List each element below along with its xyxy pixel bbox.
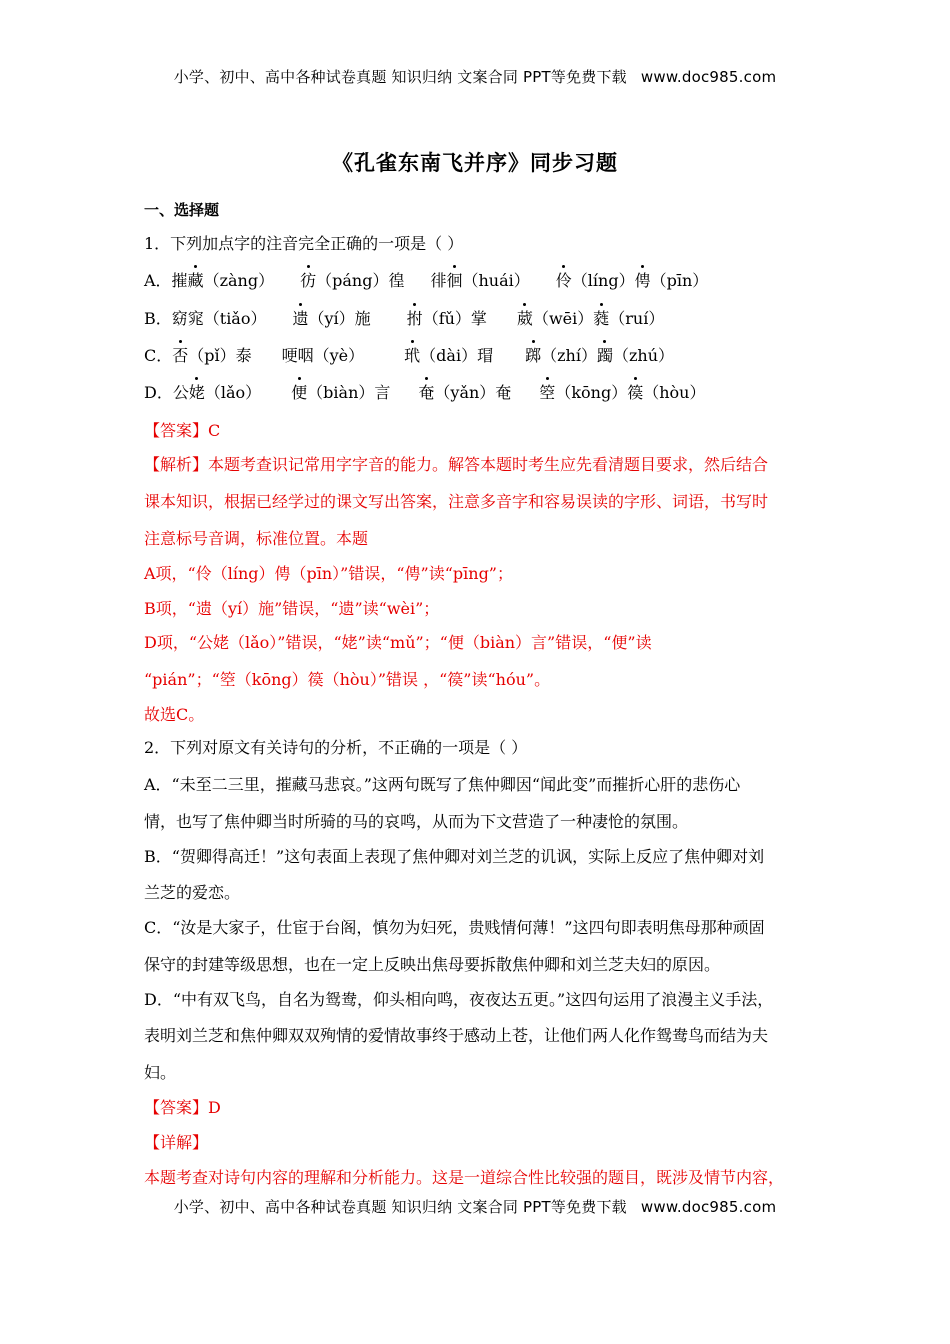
question-1-analysis-line: 故选C。 [144, 705, 205, 724]
question-2-line: B．“贺卿得高迁！”这句表面上表现了焦仲卿对刘兰芝的讥讽，实际上反应了焦仲卿对刘 [144, 847, 765, 866]
page-footer [0, 1196, 950, 1217]
dotted-char: 躅 [596, 346, 613, 365]
question-1-option-d: D．公姥（lǎo） 便（biàn）言 奄（yǎn）奄 箜（kōng）篌（hòu） [144, 383, 706, 402]
question-2-line: D．“中有双飞鸟，自名为鸳鸯，仰头相向鸣，夜夜达五更。”这四句运用了浪漫主义手法， [144, 990, 774, 1009]
question-1-option-a: A．摧藏（zàng） 彷（páng）徨 徘徊（huái） 伶（líng）俜（pīn） [144, 271, 709, 290]
dotted-char: 玳 [404, 346, 421, 365]
question-2-detail-line: 本题考查对诗句内容的理解和分析能力。这是一道综合性比较强的题目，既涉及情节内容， [144, 1168, 785, 1187]
question-2-line: 保守的封建等级思想，也在一定上反映出焦母要拆散焦仲卿和刘兰芝夫妇的原因。 [144, 955, 721, 974]
dotted-char: 蕤 [593, 309, 610, 328]
dotted-char: 拊 [406, 309, 423, 328]
question-1-analysis-line: 【解析】本题考查识记常用字字音的能力。解答本题时考生应先看清题目要求，然后结合 [144, 455, 769, 474]
question-1-analysis-line: D项，“公姥（lǎo）”错误，“姥”读“mǔ”；“便（biàn）言”错误，“便”读 [144, 633, 652, 652]
question-2-line: 表明刘兰芝和焦仲卿双双殉情的爱情故事终于感动上苍，让他们两人化作鸳鸯鸟而结为夫 [144, 1026, 769, 1045]
header-text: 小学、初中、高中各种试卷真题 知识归纳 文案合同 PPT等免费下载 [173, 68, 627, 86]
dotted-char: 箜 [539, 383, 556, 402]
dotted-char: 彷 [300, 271, 317, 290]
question-1-option-b: B．窈窕（tiǎo） 遗（yí）施 拊（fǔ）掌 葳（wēi）蕤（ruí） [144, 309, 665, 328]
question-1-answer: 【答案】C [144, 421, 221, 440]
dotted-char: 遗 [292, 309, 309, 328]
question-2-line: 妇。 [144, 1063, 177, 1082]
dotted-char: 篌 [627, 383, 644, 402]
question-1-analysis-line: A项，“伶（líng）俜（pīn）”错误，“俜”读“pīng”； [144, 564, 513, 583]
dotted-char: 姥 [188, 383, 205, 402]
page-title: 《孔雀东南飞并序》同步习题 [332, 150, 618, 175]
question-2-line: 兰芝的爱恋。 [144, 883, 241, 902]
footer-text: 小学、初中、高中各种试卷真题 知识归纳 文案合同 PPT等免费下载 [173, 1198, 627, 1216]
dotted-char: 葳 [516, 309, 533, 328]
dotted-char: 奄 [418, 383, 435, 402]
dotted-char: 踯 [525, 346, 542, 365]
section-heading: 一、选择题 [144, 201, 220, 219]
dotted-char: 藏 [187, 271, 204, 290]
dotted-char: 俜 [634, 271, 651, 290]
question-1-analysis-line: 注意标号音调，标准位置。本题 [144, 529, 369, 548]
question-1-analysis-line: B项，“遗（yí）施”错误，“遗”读“wèi”； [144, 599, 440, 618]
question-2-detail-tag: 【详解】 [144, 1133, 209, 1152]
question-1-analysis-line: “pián”；“箜（kōng）篌（hòu）”错误 ，“篌”读“hóu”。 [144, 670, 551, 689]
dotted-char: 徊 [446, 271, 463, 290]
question-2-line: A．“未至二三里，摧藏马悲哀。”这两句既写了焦仲卿因“闻此变”而摧折心肝的悲伤心 [144, 775, 741, 794]
footer-url: www.doc985.com [640, 1198, 777, 1216]
question-2-answer: 【答案】D [144, 1098, 221, 1117]
question-1-stem: 1．下列加点字的注音完全正确的一项是（ ） [144, 234, 464, 253]
dotted-char: 便 [291, 383, 308, 402]
question-2-stem: 2．下列对原文有关诗句的分析，不正确的一项是（ ） [144, 738, 528, 757]
question-1-option-c: C．否（pǐ）泰 哽咽（yè） 玳（dài）瑁 踯（zhí）躅（zhú） [144, 346, 675, 365]
question-2-line: 情，也写了焦仲卿当时所骑的马的哀鸣，从而为下文营造了一种凄怆的氛围。 [144, 812, 689, 831]
header-url: www.doc985.com [640, 68, 777, 86]
question-1-analysis-line: 课本知识，根据已经学过的课文写出答案，注意多音字和容易误读的字形、词语，书写时 [144, 492, 769, 511]
page-header [0, 66, 950, 87]
dotted-char: 否 [172, 346, 189, 365]
dotted-char: 伶 [555, 271, 572, 290]
question-2-line: C．“汝是大家子，仕宦于台阁，慎勿为妇死，贵贱情何薄！”这四句即表明焦母那种顽固 [144, 918, 765, 937]
